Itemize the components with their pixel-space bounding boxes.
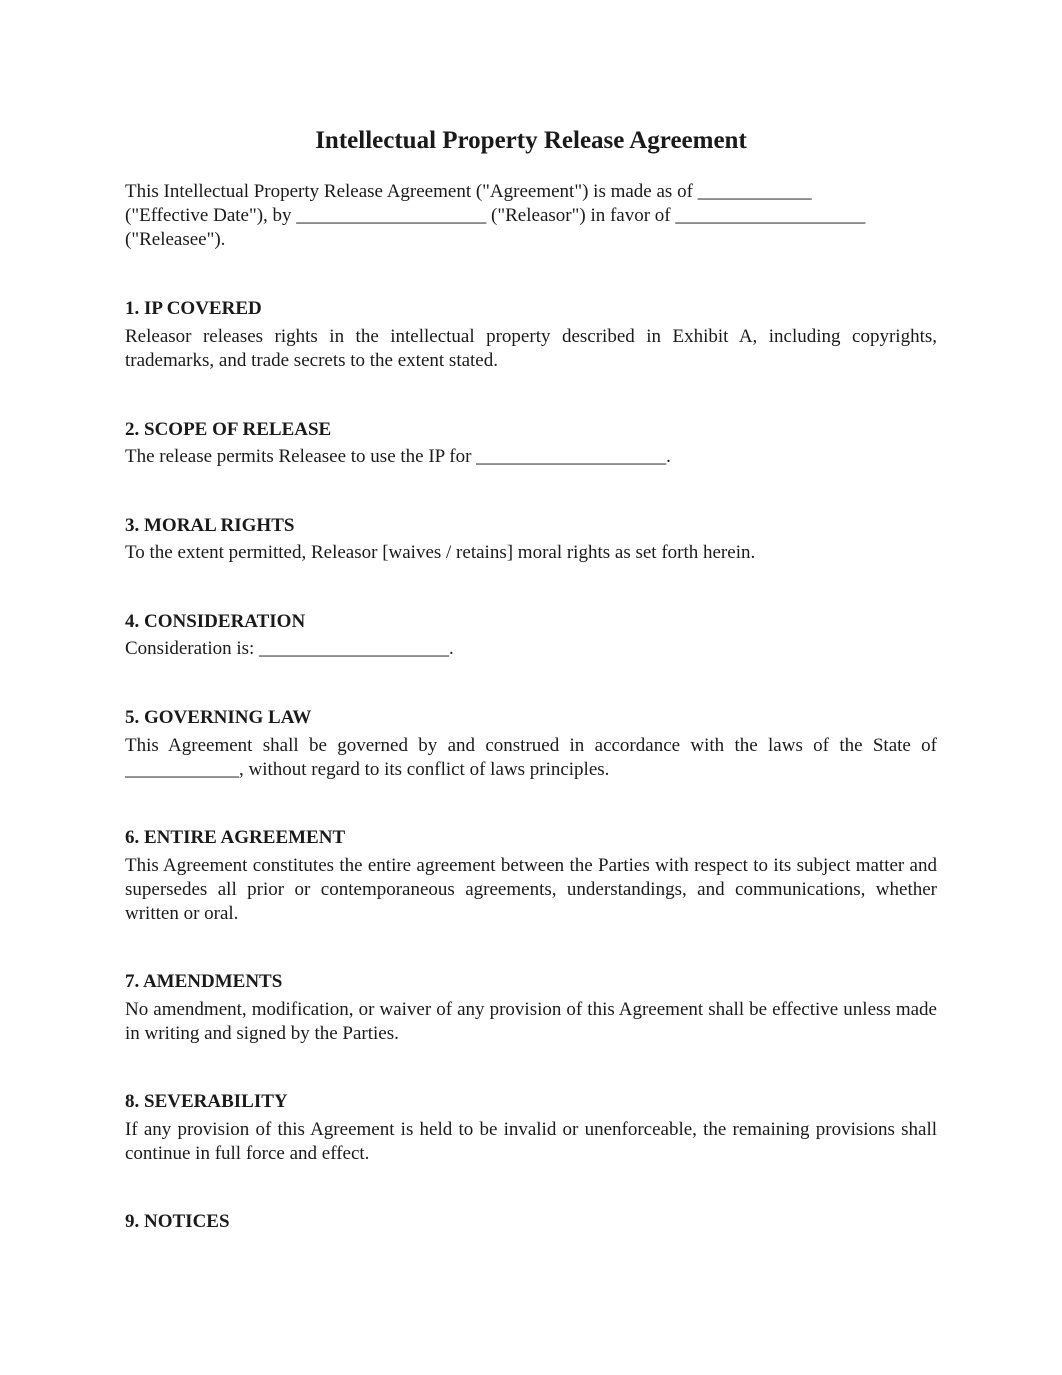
section-heading-ip-covered: 1. IP COVERED [125, 298, 262, 319]
section-heading-consideration: 4. CONSIDERATION [125, 611, 306, 632]
section-heading-notices: 9. NOTICES [125, 1211, 230, 1232]
section-body-amendments: No amendment, modification, or waiver of any provision of this Agreement shall be effective unless made in writing and signed by the Parties. [125, 999, 937, 1044]
intro-line: ("Releasee"). [125, 229, 226, 250]
intro-line: ("Effective Date"), by ____________________ ("Releasor") in favor of ____________________ [125, 205, 866, 226]
section-heading-scope-of-release: 2. SCOPE OF RELEASE [125, 419, 332, 440]
section-body-governing-law: This Agreement shall be governed by and construed in accordance with the laws of the State of ____________, without regard to its conflict of laws principles. [125, 735, 937, 780]
section-body-entire-agreement: This Agreement constitutes the entire agreement between the Parties with respect to its subject matter and supersedes all prior or contemporaneous agreements, understandings, and communications, whether written or oral. [125, 855, 937, 924]
intro-paragraph [125, 180, 937, 252]
section-heading-severability: 8. SEVERABILITY [125, 1091, 288, 1112]
section-heading-governing-law: 5. GOVERNING LAW [125, 707, 312, 728]
section-body-severability: If any provision of this Agreement is held to be invalid or unenforceable, the remaining provisions shall continue in full force and effect. [125, 1119, 937, 1164]
section-heading-moral-rights: 3. MORAL RIGHTS [125, 515, 295, 536]
section-heading-entire-agreement: 6. ENTIRE AGREEMENT [125, 827, 346, 848]
section-body-consideration: Consideration is: ____________________. [125, 638, 454, 659]
intro-line: This Intellectual Property Release Agreement ("Agreement") is made as of ____________ [125, 181, 812, 202]
section-body-moral-rights: To the extent permitted, Releasor [waives / retains] moral rights as set forth herein. [125, 542, 756, 563]
section-body-ip-covered: Releasor releases rights in the intellectual property described in Exhibit A, including copyrights, trademarks, and trade secrets to the extent stated. [125, 326, 937, 371]
section-heading-amendments: 7. AMENDMENTS [125, 971, 283, 992]
section-body-scope-of-release: The release permits Releasee to use the IP for ____________________. [125, 446, 671, 467]
document-title: Intellectual Property Release Agreement [315, 127, 747, 154]
